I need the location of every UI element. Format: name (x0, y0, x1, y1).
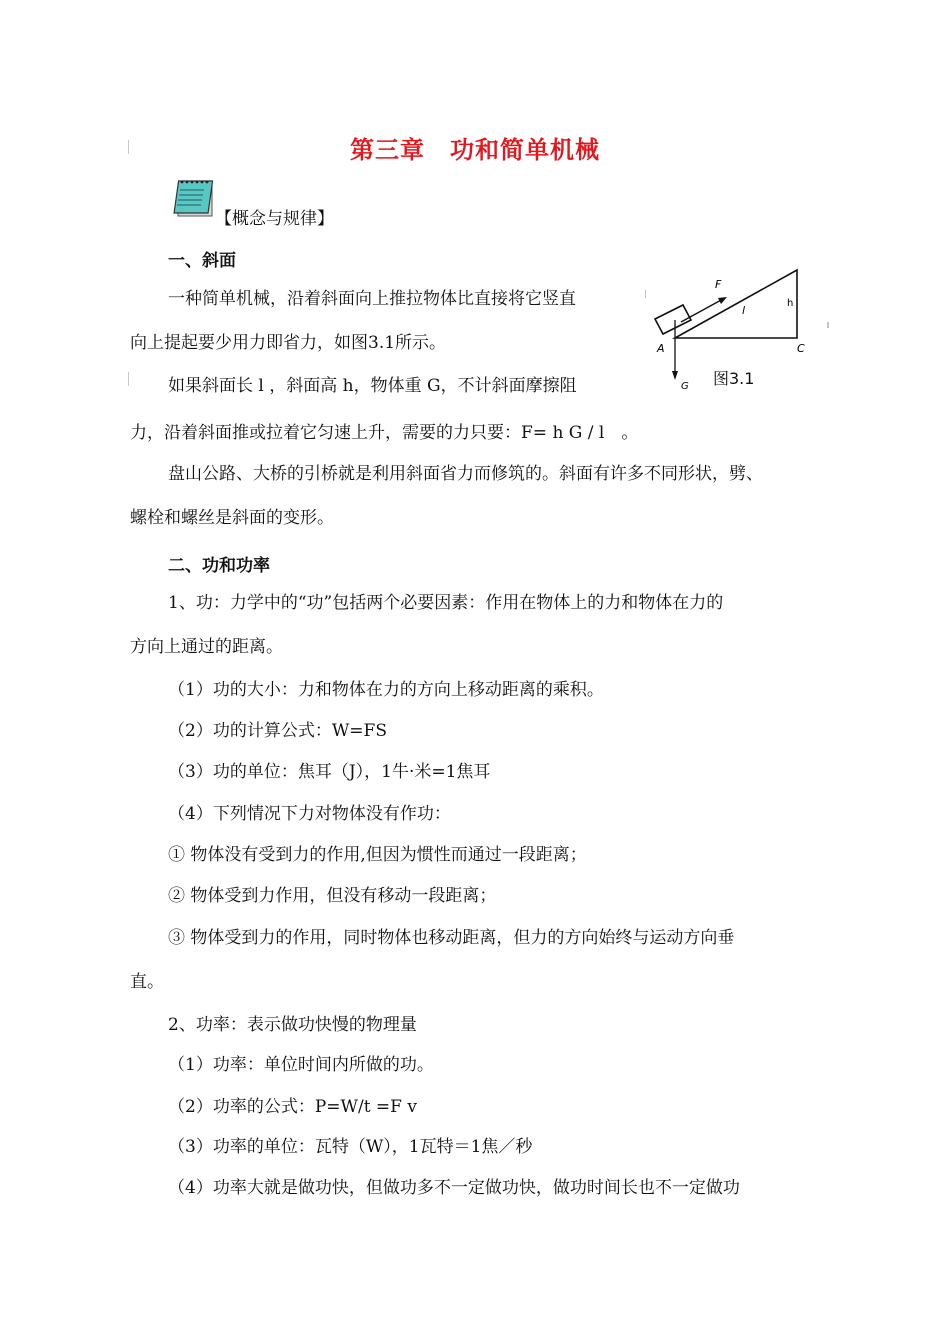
text-line: 向上提起要少用力即省力，如图3.1所示。 (130, 333, 447, 353)
text-line: （1）功率：单位时间内所做的功。 (168, 1055, 434, 1075)
label-h: h (787, 298, 794, 309)
text-line: 直。 (130, 972, 164, 992)
text-line: 2、功率：表示做功快慢的物理量 (168, 1015, 417, 1035)
notepad-icon (170, 178, 216, 220)
text-line: 如果斜面长 l ，斜面高 h，物体重 G，不计斜面摩擦阻 (168, 376, 577, 396)
label-F: F (715, 278, 722, 291)
text-line: ① 物体没有受到力的作用,但因为惯性而通过一段距离； (168, 845, 587, 865)
text-line: （3）功的单位：焦耳（J），1牛·米=1焦耳 (168, 762, 491, 782)
page-title: 第三章 功和简单机械 (350, 136, 600, 164)
text-line: ③ 物体受到力的作用，同时物体也移动距离，但力的方向始终与运动方向垂 (168, 928, 735, 948)
text-line: （2）功的计算公式：W=FS (168, 721, 387, 741)
text-line: 螺栓和螺丝是斜面的变形。 (130, 508, 334, 528)
label-C: C (797, 342, 805, 355)
text-line: （3）功率的单位：瓦特（W），1瓦特＝1焦／秒 (168, 1137, 533, 1157)
text-line: 方向上通过的距离。 (130, 637, 283, 657)
label-A: A (657, 342, 665, 355)
text-line: ② 物体受到力作用，但没有移动一段距离； (168, 886, 497, 906)
margin-mark (128, 372, 129, 386)
heading-incline: 一、斜面 (168, 251, 236, 271)
text-line: （4）功率大就是做功快，但做功多不一定做功快，做功时间长也不一定做功 (168, 1178, 740, 1198)
label-G: G (681, 381, 689, 392)
text-line: 力，沿着斜面推或拉着它匀速上升，需要的力只要：F= h G / l 。 (130, 423, 639, 443)
text-line: 1、功：力学中的“功”包括两个必要因素：作用在物体上的力和物体在力的 (168, 593, 724, 613)
section-label: 【概念与规律】 (215, 209, 334, 229)
text-line: （1）功的大小：力和物体在力的方向上移动距离的乘积。 (168, 680, 604, 700)
heading-work-power: 二、功和功率 (168, 556, 270, 576)
text-line: 盘山公路、大桥的引桥就是利用斜面省力而修筑的。斜面有许多不同形状，劈、 (168, 464, 763, 484)
text-line: （4）下列情况下力对物体没有作功： (168, 804, 451, 824)
text-line: （2）功率的公式：P=W/t =F v (168, 1097, 417, 1117)
text-line: 一种简单机械，沿着斜面向上推拉物体比直接将它竖直 (168, 289, 576, 309)
figure-caption: 图3.1 (713, 369, 755, 388)
label-l: l (742, 304, 746, 317)
